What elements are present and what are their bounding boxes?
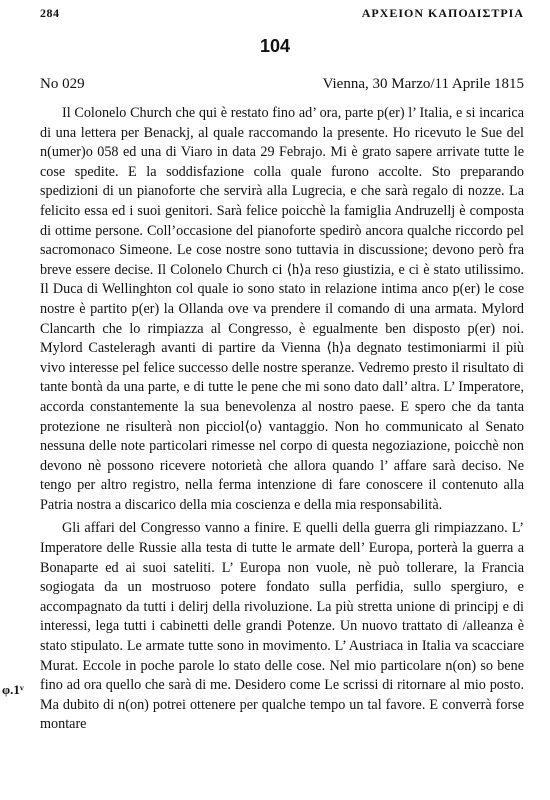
page-number: 284 (40, 6, 60, 20)
paragraph-1: Il Colonelo Church che qui è restato fino ad’ ora, parte p(er) l’ Italia, e si incarica di una lettera per Benackj, al quale raccomando la presente. Ho ricevuto le Sue del n(umer)o 058 ed una di Viaro in data 29 Febrajo. Mi è grato sapere arrivate tutte le cose spedite. E la soddisfazione colla quale furono accolte. Sto preparando spedizioni di un pianoforte che servirà alla Lugrecia, e che sarà regalo di nozze. La felicito essa ed i suoi genitori. Sarà felice poicchè la famiglia Andruzellj è composta di ottime persone. Coll’occasione del pianoforte spedirò ancora qualche riccordo pel sacromonaco Simeone. Le cose nostre sono tuttavia in discussione; devono però fra breve essere decise. Il Colonelo Church ci ⟨h⟩a reso giustizia, e ci è stato utilissimo. Il Duca di Wellinghton col quale io sono stato in relazione intima anco p(er) le cose nostre è partito p(er) la Ollanda ove va prendere il comando di una armata. Mylord Clancarth che lo rimpiazza al Congresso, è egualmente ben disposto p(er) noi. Mylord Casteleragh avanti di partire da Vienna ⟨h⟩a degnato testimoniarmi il più vivo interesse pel felice successo delle nostre speranze. Vedremo presto il risultato di tante bontà da una parte, e di tutte le pene che mi sono dato dall’ altra. L’ Imperatore, accorda constantemente la sua benevolenza al nostro paese. E spero che da tanta protezione ne risulterà non picciol⟨o⟩ vantaggio. Non ho communicato al Senato nessuna delle note particolari rimesse nel corpo di questa negoziazione, poicchè non devono nè possono ricevere notorietà che allora quando l’ affare sarà deciso. Ne tengo per altro registro, nella ferma intenzione di fare conoscere il contenuto alla Patria nostra a discarico della mia coscienza e della mia responsabilità. (40, 105, 524, 513)
paragraph-2: Gli affari del Congresso vanno a finire. E quelli della guerra gli rimpiazzano. L’ Imperatore delle Russie alla testa di tutte le armate dell’ Europa, porterà la guerra a Bonaparte ed ai suoi sateliti. L’ Europa non vuole, nè può tollerare, la Francia sogiogata da un mostruoso potere fondato sulla perfidia, sullo spergiuro, e accompagnato da tutti i delirj della rivoluzione. La più stretta unione di principj e di interessi, lega tutti i cabinetti delle grandi Potenze. Un nuovo trattato di /alleanza è stato stipulato. Le armate tutte sono in movimento. L’ Austriaca in Italia va scacciare Murat. Eccole in poche parole lo stato delle cose. Nel mio particolare n(on) so bene fino ad ora quello che sarà di me. Desidero come Le scrissi di ritornare al mio posto. Ma dubito di n(on) potrei ottenere per qualche tempo un tal favore. E converrà forse montare (40, 520, 524, 733)
letter-meta (40, 76, 524, 94)
running-header (40, 6, 524, 22)
letter-number: No 029 (40, 76, 85, 92)
folio-margin-note: φ.1ᵛ (2, 682, 24, 697)
running-title: ΑΡΧΕΙΟΝ ΚΑΠΟΔΙΣΤΡΙΑ (361, 6, 524, 20)
document-number: 104 (259, 36, 291, 56)
letter-body (40, 104, 524, 735)
place-date: Vienna, 30 Marzo/11 Aprile 1815 (322, 76, 524, 92)
